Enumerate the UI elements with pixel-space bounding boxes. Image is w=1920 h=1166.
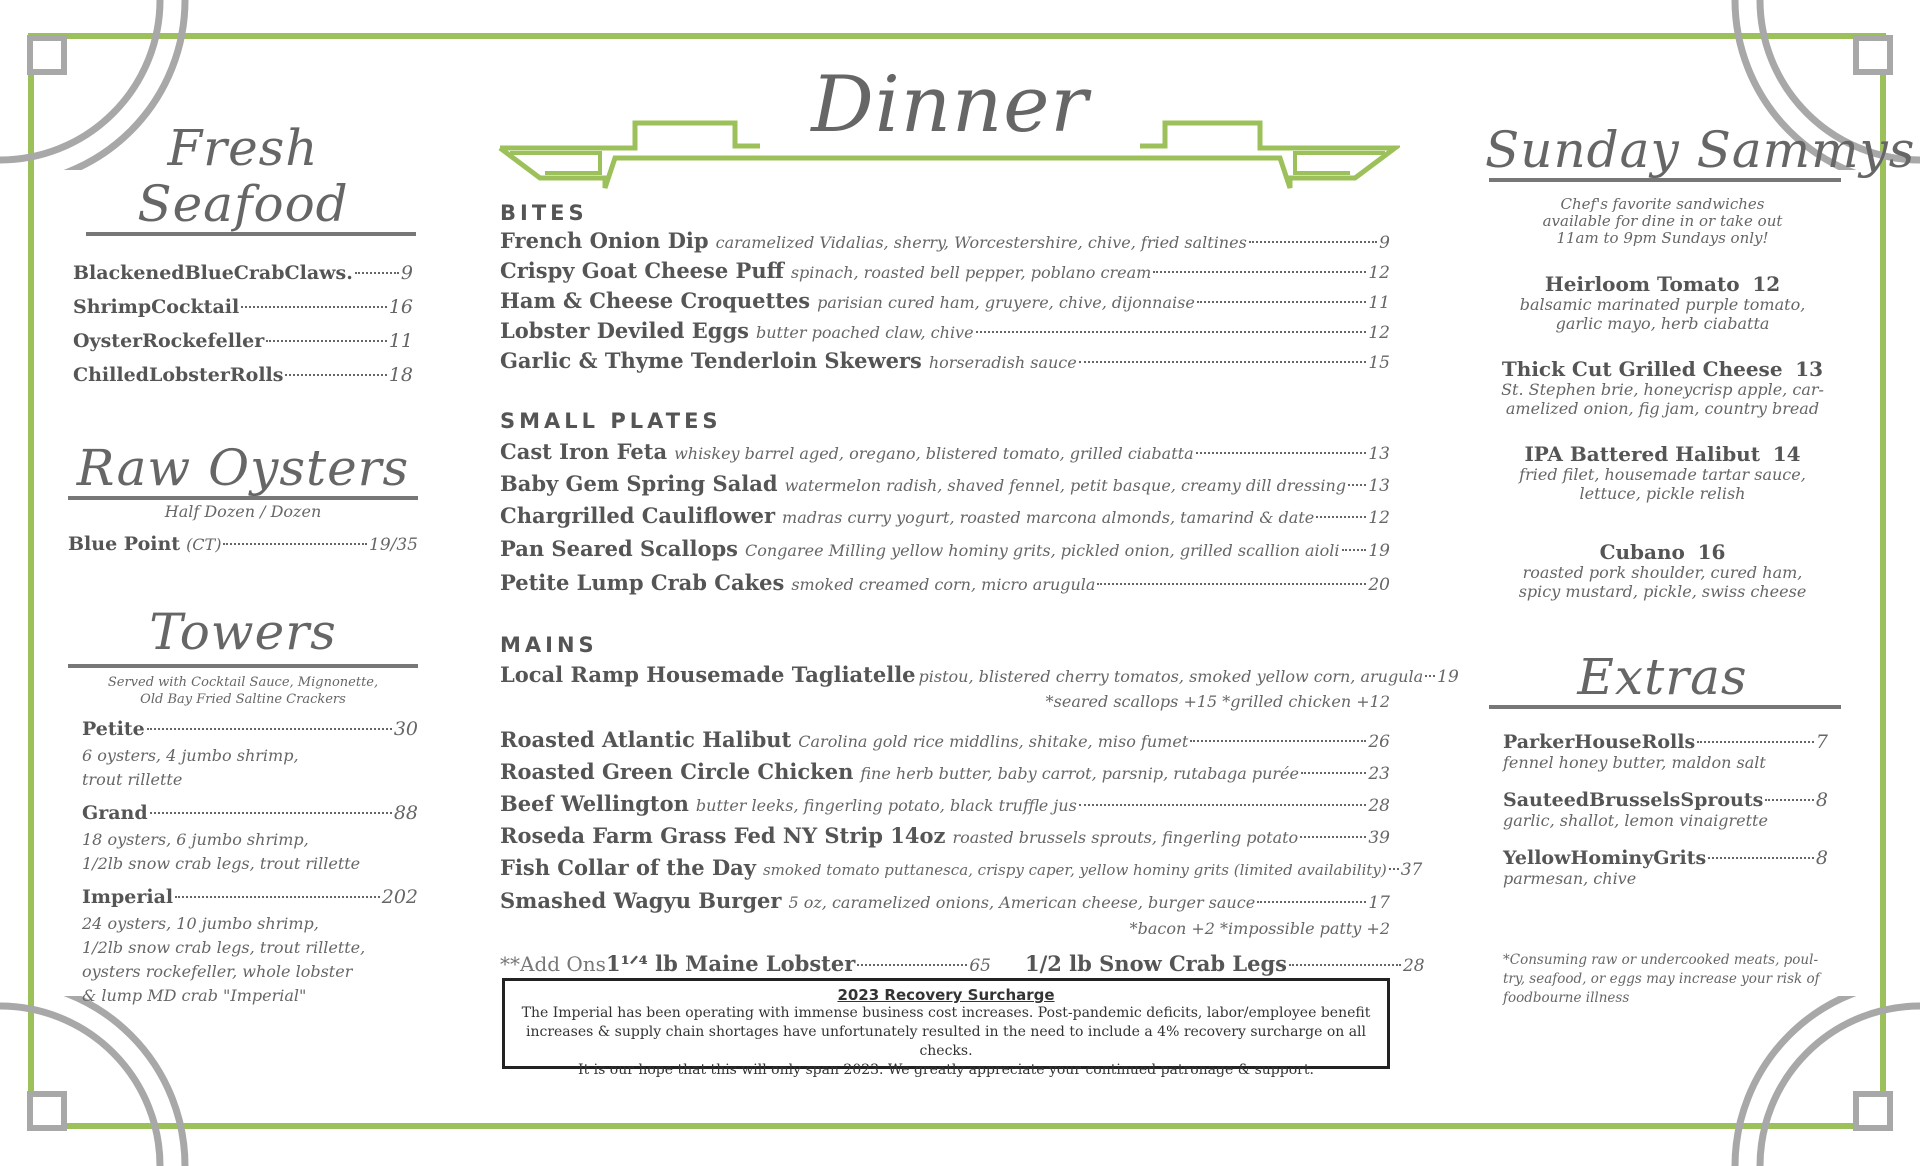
list-item: Lobster Deviled Eggs butter poached claw, chive 12 [500, 318, 1390, 343]
addon-snow-crab: 1/2 lb Snow Crab Legs [1024, 951, 1287, 976]
list-item: ChilledLobsterRolls 18 [73, 364, 413, 386]
addon-lobster: 1¹ᐟ⁴ lb Maine Lobster [605, 951, 856, 976]
list-item: SauteedBrusselsSprouts 8 garlic, shallot, lemon vinaigrette [1503, 789, 1828, 830]
list-item: Garlic & Thyme Tenderloin Skewers horseradish sauce 15 [500, 348, 1390, 373]
raw-oysters-subtitle: Half Dozen / Dozen [164, 502, 322, 521]
list-item: Beef Wellington butter leeks, fingerling potato, black truffle jus 28 [500, 791, 1390, 816]
consumer-advisory: *Consuming raw or undercooked meats, poul- try, seafood, or eggs may increase your risk of foodbourne illness [1503, 952, 1820, 1006]
list-item: Pan Seared Scallops Congaree Milling yellow hominy grits, pickled onion, grilled scallion aioli 19 [500, 536, 1390, 561]
small-plates-list [500, 437, 1390, 601]
list-item: BlackenedBlueCrabClaws. 9 [73, 262, 413, 284]
sammys-list [1485, 273, 1840, 601]
list-item: Smashed Wagyu Burger 5 oz, caramelized onions, American cheese, burger sauce 17 *bacon +2 *impossible patty +2 [500, 888, 1390, 938]
list-item: Roasted Atlantic Halibut Carolina gold rice middlins, shitake, miso fumet 26 [500, 727, 1390, 752]
right-column [1485, 121, 1916, 1008]
list-item: Cubano 16 roasted pork shoulder, cured ham, spicy mustard, pickle, swiss cheese [1518, 540, 1807, 601]
list-item: Crispy Goat Cheese Puff spinach, roasted bell pepper, poblano cream 12 [500, 258, 1390, 283]
bites-list [500, 227, 1390, 377]
list-item: Local Ramp Housemade Tagliatelle pistou, blistered cherry tomatos, smoked yellow corn, arugula 19 *seared scallops +15 *grilled chicken +12 [500, 662, 1459, 711]
list-item: Petite 30 6 oysters, 4 jumbo shrimp, trout rillette [82, 718, 418, 789]
list-item: Fish Collar of the Day smoked tomato puttanesca, crispy caper, yellow hominy grits (limited availability) 37 [500, 855, 1423, 880]
list-item: Grand 88 18 oysters, 6 jumbo shrimp, 1/2lb snow crab legs, trout rillette [82, 802, 418, 873]
sunday-sammys-heading: Sunday Sammys [1485, 121, 1916, 179]
towers-rule [68, 664, 418, 668]
menu-title: Dinner [760, 60, 1140, 150]
list-item: ParkerHouseRolls 7 fennel honey butter, maldon salt [1503, 731, 1828, 772]
surcharge-notice [502, 978, 1390, 1078]
corner-ornament-bottom-right [1720, 996, 1920, 1166]
mains-heading: MAINS [500, 633, 598, 657]
list-item: Blue Point (CT) 19/35 [68, 533, 418, 555]
towers-heading: Towers [149, 603, 337, 661]
list-item: Roseda Farm Grass Fed NY Strip 14oz roasted brussels sprouts, fingerling potato 39 [500, 823, 1390, 848]
list-item: Ham & Cheese Croquettes parisian cured ham, gruyere, chive, dijonnaise 11 [500, 288, 1390, 313]
raw-oysters-heading: Raw Oysters [76, 439, 410, 497]
corner-ornament-bottom-left [0, 996, 200, 1166]
extras-heading: Extras [1577, 648, 1748, 706]
towers-list [82, 714, 418, 1008]
bites-heading: BITES [500, 201, 588, 225]
addons-label: **Add Ons [500, 952, 606, 976]
list-item: Imperial 202 24 oysters, 10 jumbo shrimp, 1/2lb snow crab legs, trout rillette, oysters rockefeller, whole lobster & lump MD crab "Imperial" [82, 886, 418, 1005]
list-item: Petite Lump Crab Cakes smoked creamed corn, micro arugula 20 [500, 570, 1390, 595]
surcharge-body: The Imperial has been operating with immense business cost increases. Post-pandemic deficits, labor/employee benefit increases & supply chain shortages have unfortunately resulted in the need to include a 4% recovery surcharge on all checks. It is our hope that this will only span 2023. We greatly appreciate your continued patronage & support. [521, 1005, 1371, 1078]
list-item: Cast Iron Feta whiskey barrel aged, oregano, blistered tomato, grilled ciabatta 13 [500, 439, 1390, 464]
list-item: ShrimpCocktail 16 [73, 296, 413, 318]
list-item: Chargrilled Cauliflower madras curry yogurt, roasted marcona almonds, tamarind & date 12 [500, 503, 1390, 528]
list-item: Baby Gem Spring Salad watermelon radish, shaved fennel, petit basque, creamy dill dressing 13 [500, 471, 1390, 496]
fresh-seafood-heading: Fresh Seafood [137, 119, 349, 233]
list-item: Thick Cut Grilled Cheese 13 St. Stephen brie, honeycrisp apple, car- amelized onion, fig jam, country bread [1501, 357, 1824, 418]
middle-column [500, 201, 1459, 976]
list-item: OysterRockefeller 11 [73, 330, 413, 352]
sammys-note: Chef's favorite sandwiches available for dine in or take out 11am to 9pm Sundays only! [1542, 195, 1783, 247]
small-plates-heading: SMALL PLATES [500, 409, 722, 433]
left-column [68, 120, 418, 1008]
list-item: French Onion Dip caramelized Vidalias, sherry, Worcestershire, chive, fried saltines 9 [500, 228, 1390, 253]
towers-note: Served with Cocktail Sauce, Mignonette, Old Bay Fried Saltine Crackers [107, 675, 379, 707]
addons-row: **Add Ons 1¹ᐟ⁴ lb Maine Lobster 65 1/2 lb Snow Crab Legs 28 [500, 951, 1425, 976]
list-item: Heirloom Tomato 12 balsamic marinated purple tomato, garlic mayo, herb ciabatta [1519, 272, 1806, 333]
surcharge-title: 2023 Recovery Surcharge [837, 986, 1055, 1004]
list-item: Roasted Green Circle Chicken fine herb butter, baby carrot, parsnip, rutabaga purée 23 [500, 759, 1390, 784]
mains-list [500, 661, 1459, 939]
list-item: YellowHominyGrits 8 parmesan, chive [1503, 847, 1828, 888]
seafood-list [73, 256, 413, 392]
list-item: IPA Battered Halibut 14 fried filet, housemade tartar sauce, lettuce, pickle relish [1519, 442, 1806, 503]
extras-list [1503, 731, 1828, 889]
